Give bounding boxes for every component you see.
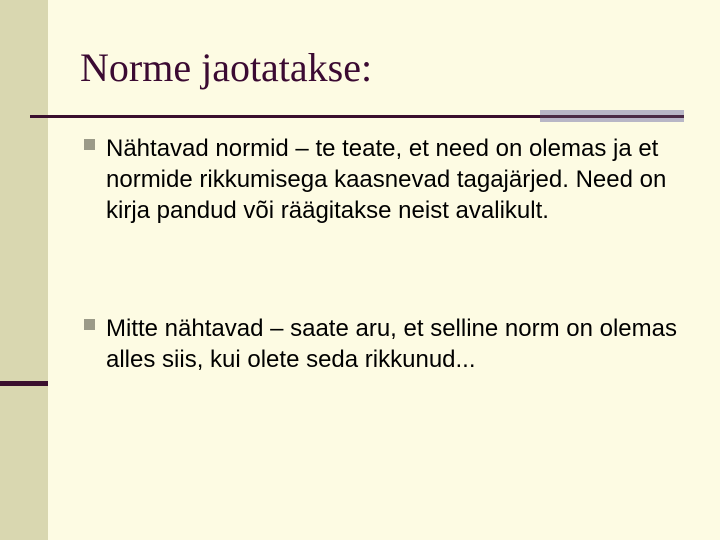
square-bullet-icon: [84, 319, 95, 330]
left-decorative-bar: [0, 0, 48, 540]
bullet-text: Nähtavad normid – te teate, et need on olemas ja et normide rikkumisega kaasnevad tagajärjed. Need on kirja pandud või räägitakse neist avalikult.: [106, 135, 667, 224]
left-bar-accent-line: [0, 381, 48, 386]
bullet-item-invisible-norms: [84, 313, 694, 375]
bullet-item-visible-norms: [84, 133, 694, 226]
title-rule-accent-line: [540, 115, 684, 118]
slide-title: Norme jaotatakse:: [80, 45, 373, 90]
bullet-text: Mitte nähtavad – saate aru, et selline norm on olemas alles siis, kui olete seda rikkunud...: [106, 315, 677, 373]
square-bullet-icon: [84, 139, 95, 150]
